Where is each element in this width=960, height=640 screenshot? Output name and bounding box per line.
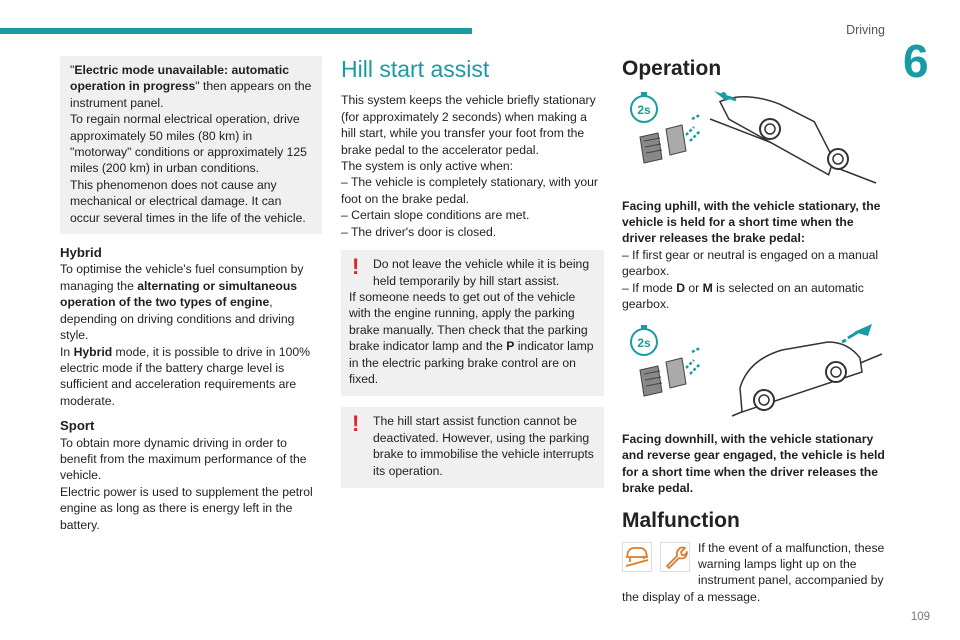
page-number: 109 [910, 611, 930, 623]
malfunction-title: Malfunction [622, 509, 740, 533]
note-bold-message: Electric mode unavailable: automatic operation in progress [70, 63, 290, 94]
timer-label: 2s [637, 336, 651, 351]
section-title: Driving [846, 23, 885, 37]
warning-2-body: The hill start assist function cannot be deactivated. However, using the parking brake to immobilise the vehicle interrupts its operation. [373, 414, 594, 478]
malfunction-icons [622, 542, 690, 572]
malfunction-text: If the event of a malfunction, these warning lamps light up on the instrument panel, accompanied by the display of a message. [622, 540, 885, 604]
hybrid-heading: Hybrid [60, 245, 102, 261]
warning-1-body: If someone needs to get out of the vehicle with the engine running, apply the parking brake manually. Then check that the parking brake indicator lamp and the P indicator lamp in the electric parking brake control are on fixed. [349, 289, 594, 386]
warning-exclamation-icon: ! [352, 411, 360, 437]
hill-start-intro: This system keeps the vehicle briefly stationary (for approximately 2 seconds) when making a hill start, while you transfer your foot from the brake pedal to the accelerator pedal. [341, 93, 596, 157]
condition-1: – The vehicle is completely stationary, with your foot on the brake pedal. [341, 175, 598, 206]
chapter-number: 6 [903, 35, 929, 87]
downhill-illustration [622, 320, 886, 418]
malfunction-block [622, 540, 888, 606]
column-middle [341, 56, 604, 488]
column-left [60, 56, 322, 533]
downhill-description: Facing downhill, with the vehicle stationary and reverse gear engaged, the vehicle is held for a short time when the driver releases the brake pedal. [622, 431, 885, 496]
warning-1-line: Do not leave the vehicle while it is being held temporarily by hill start assist. [373, 257, 590, 288]
note-line-3: This phenomenon does not cause any mechanical or electrical damage. It can occur several times in the life of the vehicle. [70, 177, 306, 225]
hybrid-paragraph-1: To optimise the vehicle's fuel consumption by managing the alternating or simultaneous operation of the two types of engine, depending on driving conditions and driving style. [60, 262, 304, 343]
uphill-illustration [622, 89, 886, 187]
header-accent-bar [0, 28, 472, 34]
car-uphill-icon [709, 89, 876, 183]
note-line-2: To regain normal electrical operation, drive approximately 50 miles (80 km) in "motorway" conditions or approximately 125 miles (200 km) in urban conditions. [70, 112, 307, 176]
pedal-icon [640, 348, 700, 396]
hill-start-warning-icon [622, 542, 652, 572]
warning-box-2 [341, 407, 604, 488]
electric-mode-note [60, 56, 322, 234]
uphill-description: Facing uphill, with the vehicle stationary, the vehicle is held for a short time when the driver releases the brake pedal: [622, 198, 881, 246]
hybrid-paragraph-2: In Hybrid mode, it is possible to drive in 100% electric mode if the battery charge level is sufficient and acceleration requirements are moderate. [60, 344, 310, 408]
sport-paragraph-1: To obtain more dynamic driving in order to benefit from the maximum performance of the vehicle. [60, 435, 307, 483]
uphill-condition-1: – If first gear or neutral is engaged on a manual gearbox. [622, 247, 879, 279]
timer-icon [631, 325, 657, 355]
pedal-icon [640, 115, 700, 163]
hill-start-assist-title: Hill start assist [341, 56, 490, 82]
operation-title: Operation [622, 57, 722, 80]
sport-heading: Sport [60, 418, 95, 434]
warning-box-1 [341, 250, 604, 396]
uphill-condition-2: – If mode D or M is selected on an automatic gearbox. [622, 280, 864, 312]
timer-label: 2s [637, 103, 651, 118]
note-line-1: "Electric mode unavailable: automatic operation in progress" then appears on the instrument panel. [70, 63, 312, 110]
active-when: The system is only active when: [341, 159, 514, 174]
condition-3: – The driver's door is closed. [341, 224, 497, 239]
warning-exclamation-icon: ! [352, 254, 360, 280]
car-downhill-icon [732, 324, 882, 416]
condition-2: – Certain slope conditions are met. [341, 208, 530, 223]
wrench-icon [660, 542, 690, 572]
timer-icon [631, 92, 657, 122]
column-right [622, 56, 888, 605]
sport-paragraph-2: Electric power is used to supplement the petrol engine as long as there is energy left in the battery. [60, 484, 313, 532]
